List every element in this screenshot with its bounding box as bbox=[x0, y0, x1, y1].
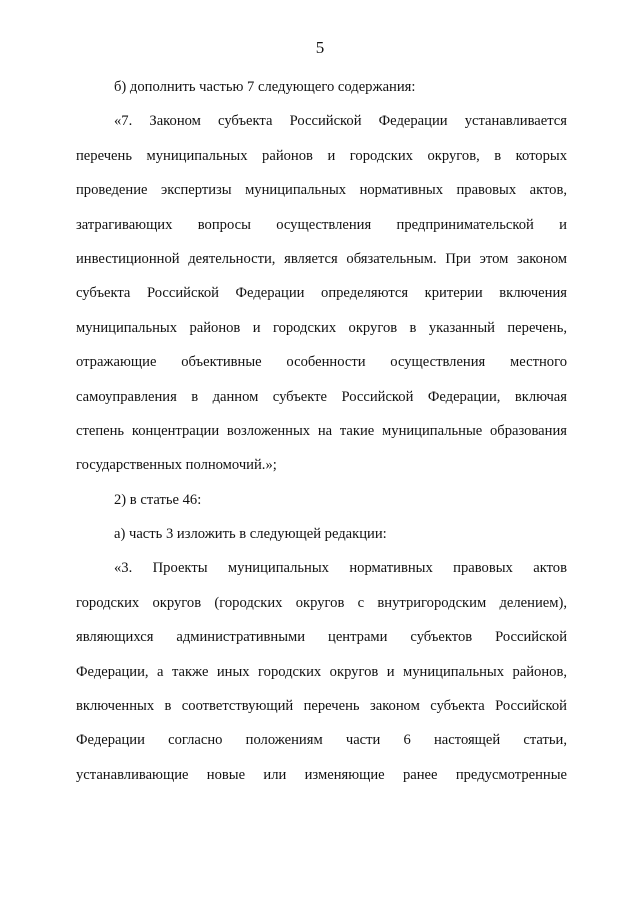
text-line: б) дополнить частью 7 следующего содержания: bbox=[114, 79, 416, 95]
text-line: субъекта Российской Федерации определяются критерии включения bbox=[76, 285, 567, 302]
text-line: степень концентрации возложенных на такие муниципальные образования bbox=[76, 422, 567, 439]
text-line: включенных в соответствующий перечень законом субъекта Российской bbox=[76, 698, 567, 715]
text-line: проведение экспертизы муниципальных нормативных правовых актов, bbox=[76, 182, 567, 199]
text-line: являющихся административными центрами субъектов Российской bbox=[76, 629, 567, 646]
paragraph-p3 bbox=[76, 483, 567, 517]
text-line: перечень муниципальных районов и городских округов, в которых bbox=[76, 147, 567, 164]
page-number: 5 bbox=[315, 38, 325, 57]
document-body bbox=[76, 70, 567, 792]
text-line: а) часть 3 изложить в следующей редакции: bbox=[114, 526, 387, 543]
paragraph-p5 bbox=[76, 551, 567, 792]
text-line: затрагивающих вопросы осуществления предпринимательской и bbox=[76, 216, 567, 233]
text-line: государственных полномочий.»; bbox=[76, 457, 277, 474]
text-line: отражающие объективные особенности осуществления местного bbox=[76, 354, 567, 371]
text-line: муниципальных районов и городских округов в указанный перечень, bbox=[76, 319, 567, 336]
text-line: устанавливающие новые или изменяющие ранее предусмотренные bbox=[76, 766, 567, 783]
text-line: 2) в статье 46: bbox=[114, 491, 202, 508]
text-line: Федерации согласно положениям части 6 настоящей статьи, bbox=[76, 732, 567, 749]
text-line: инвестиционной деятельности, является обязательным. При этом законом bbox=[76, 250, 567, 267]
text-line: «7. Законом субъекта Российской Федерации устанавливается bbox=[114, 113, 567, 130]
text-line: «3. Проекты муниципальных нормативных правовых актов bbox=[114, 560, 567, 577]
text-line: Федерации, а также иных городских округов и муниципальных районов, bbox=[76, 663, 567, 680]
paragraph-p1 bbox=[76, 70, 567, 104]
text-line: самоуправления в данном субъекте Российской Федерации, включая bbox=[76, 388, 567, 405]
paragraph-p2 bbox=[76, 104, 567, 482]
text-line: городских округов (городских округов с внутригородским делением), bbox=[76, 594, 567, 611]
paragraph-p4 bbox=[76, 517, 567, 551]
